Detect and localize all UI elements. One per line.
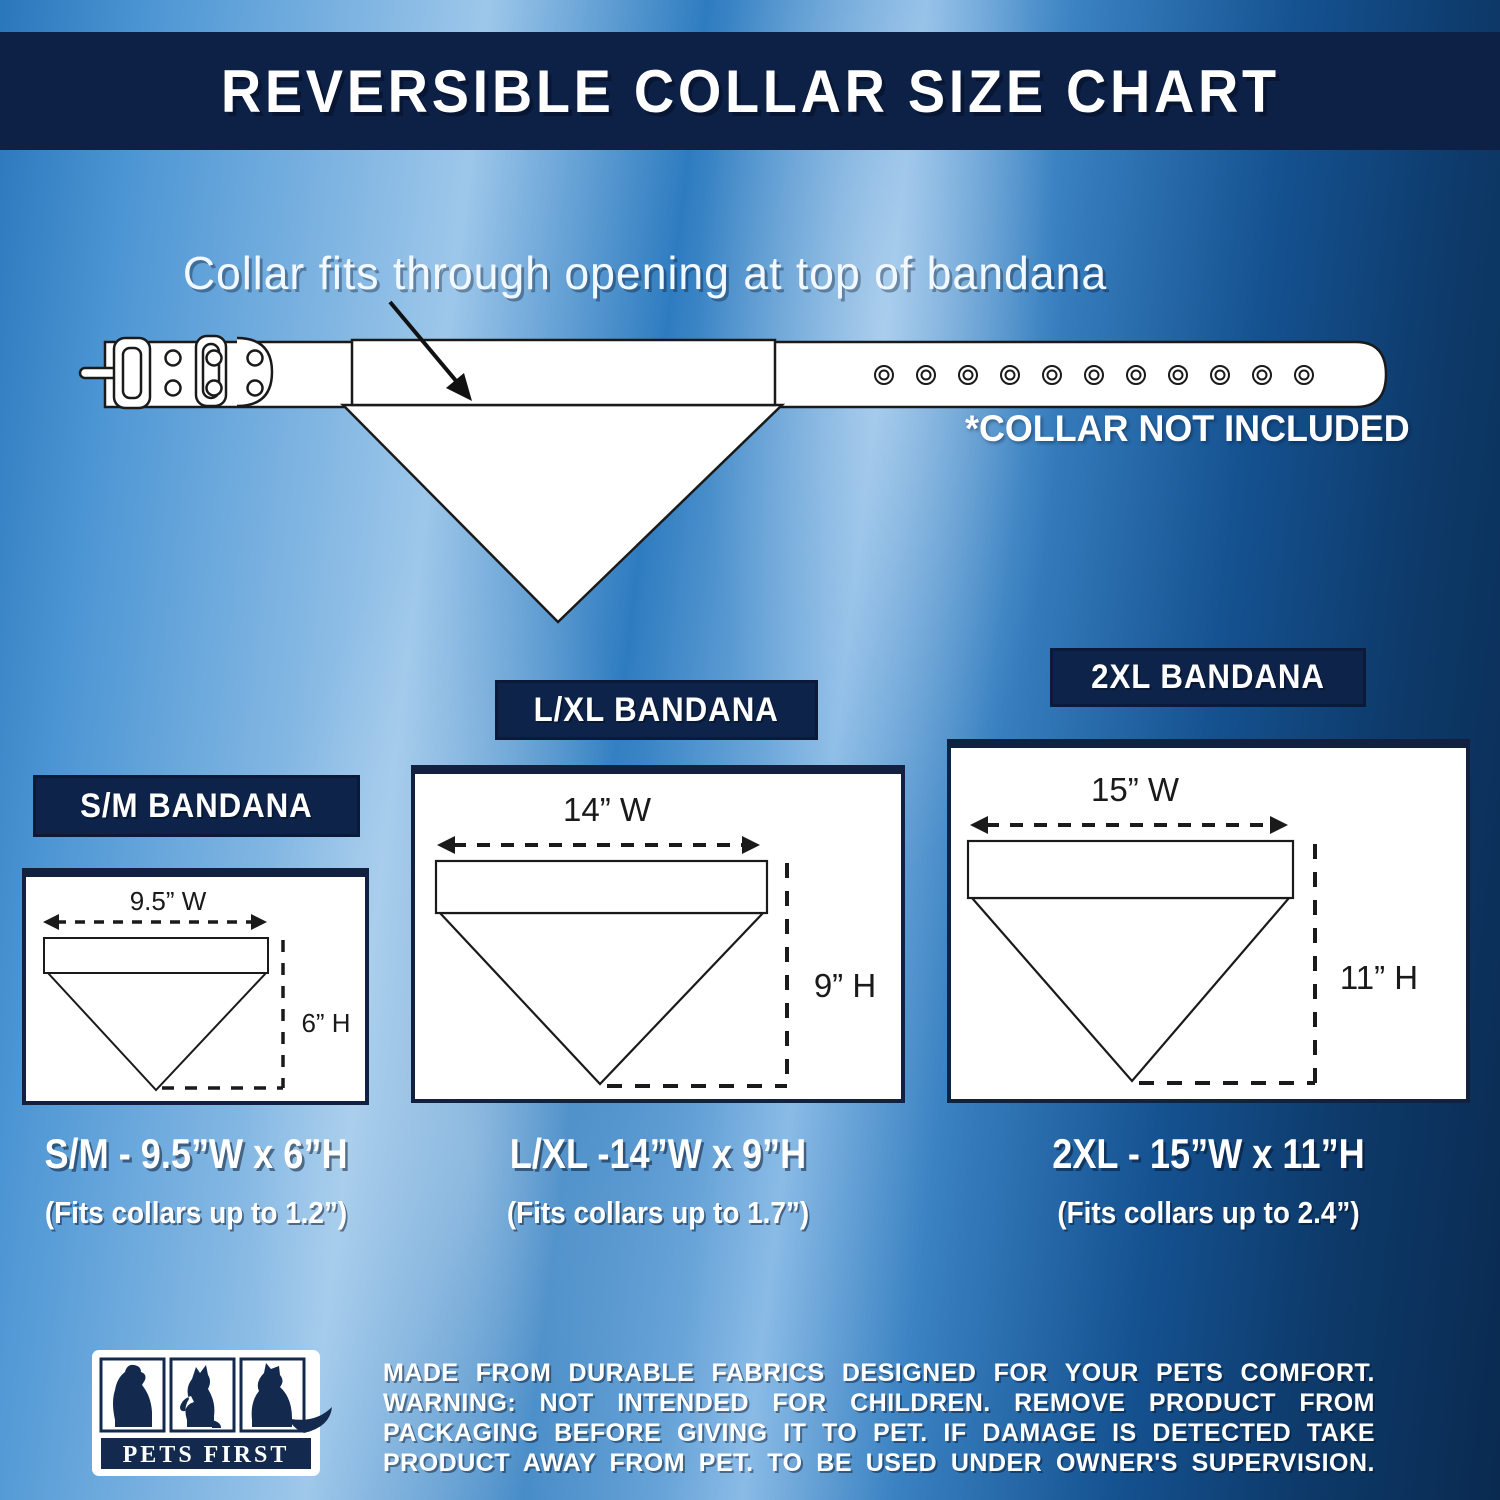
size-text-2xl: 2XL - 15”W x 11”H bbox=[1052, 1130, 1365, 1177]
width-arrow-lxl bbox=[437, 836, 760, 854]
warning-line: PRODUCT AWAY FROM PET. TO BE USED UNDER OWNER'S SUPERVISION. bbox=[383, 1449, 1375, 1477]
bandana-triangle-lxl bbox=[440, 913, 763, 1084]
size-diagram-lxl bbox=[411, 765, 905, 1103]
pets-first-logo bbox=[92, 1350, 348, 1482]
page-title: REVERSIBLE COLLAR SIZE CHART bbox=[220, 57, 1280, 125]
fits-text-2xl: (Fits collars up to 2.4”) bbox=[1057, 1195, 1360, 1230]
fits-text-sm: (Fits collars up to 1.2”) bbox=[44, 1195, 348, 1230]
bandana-band-sm bbox=[44, 938, 268, 973]
size-label-lxl bbox=[495, 680, 818, 740]
size-text-lxl: L/XL -14”W x 9”H bbox=[509, 1130, 807, 1177]
bandana-diagram-2xl bbox=[951, 748, 1466, 1100]
size-label-2xl bbox=[1050, 648, 1366, 707]
size-diagram-2xl bbox=[947, 739, 1470, 1103]
size-text-sm: S/M - 9.5”W x 6”H bbox=[44, 1130, 348, 1177]
height-dim-lxl: 9” H bbox=[813, 967, 877, 1004]
bandana-band bbox=[352, 340, 775, 405]
size-label-sm-text: S/M BANDANA bbox=[80, 786, 313, 825]
warning-line: WARNING: NOT INTENDED FOR CHILDREN. REMOVE PRODUCT FROM bbox=[383, 1389, 1375, 1417]
width-dim-lxl: 14” W bbox=[562, 791, 652, 828]
bandana-triangle bbox=[343, 405, 782, 622]
collar-illustration bbox=[60, 300, 1440, 635]
width-dim-sm: 9.5” W bbox=[129, 886, 207, 916]
bandana-triangle-sm bbox=[48, 973, 266, 1090]
warning-line: PACKAGING BEFORE GIVING IT TO PET. IF DAMAGE IS DETECTED TAKE bbox=[383, 1419, 1375, 1447]
size-diagram-sm bbox=[22, 868, 369, 1105]
height-dim-sm: 6” H bbox=[301, 1008, 351, 1038]
width-arrow-sm bbox=[43, 914, 267, 930]
collar-note: *COLLAR NOT INCLUDED bbox=[965, 408, 1410, 449]
height-dim-2xl: 11” H bbox=[1339, 959, 1419, 996]
bandana-diagram-lxl bbox=[415, 774, 901, 1100]
size-label-2xl-text: 2XL BANDANA bbox=[1091, 658, 1325, 696]
logo-text: PETS FIRST bbox=[122, 1442, 290, 1468]
warning-text bbox=[383, 1358, 1375, 1478]
width-arrow-2xl bbox=[970, 816, 1288, 834]
bandana-triangle-2xl bbox=[972, 898, 1289, 1081]
size-label-lxl-text: L/XL BANDANA bbox=[533, 690, 780, 729]
width-dim-2xl: 15” W bbox=[1090, 771, 1180, 808]
warning-line: MADE FROM DURABLE FABRICS DESIGNED FOR YOUR PETS COMFORT. bbox=[383, 1359, 1375, 1387]
bandana-band-2xl bbox=[968, 841, 1293, 898]
bandana-diagram-sm bbox=[26, 877, 365, 1101]
bandana-band-lxl bbox=[436, 861, 767, 913]
header-band bbox=[0, 32, 1500, 150]
collar-caption: Collar fits through opening at top of bandana bbox=[182, 247, 1108, 299]
fits-text-lxl: (Fits collars up to 1.7”) bbox=[506, 1195, 810, 1230]
size-label-sm bbox=[33, 775, 360, 837]
